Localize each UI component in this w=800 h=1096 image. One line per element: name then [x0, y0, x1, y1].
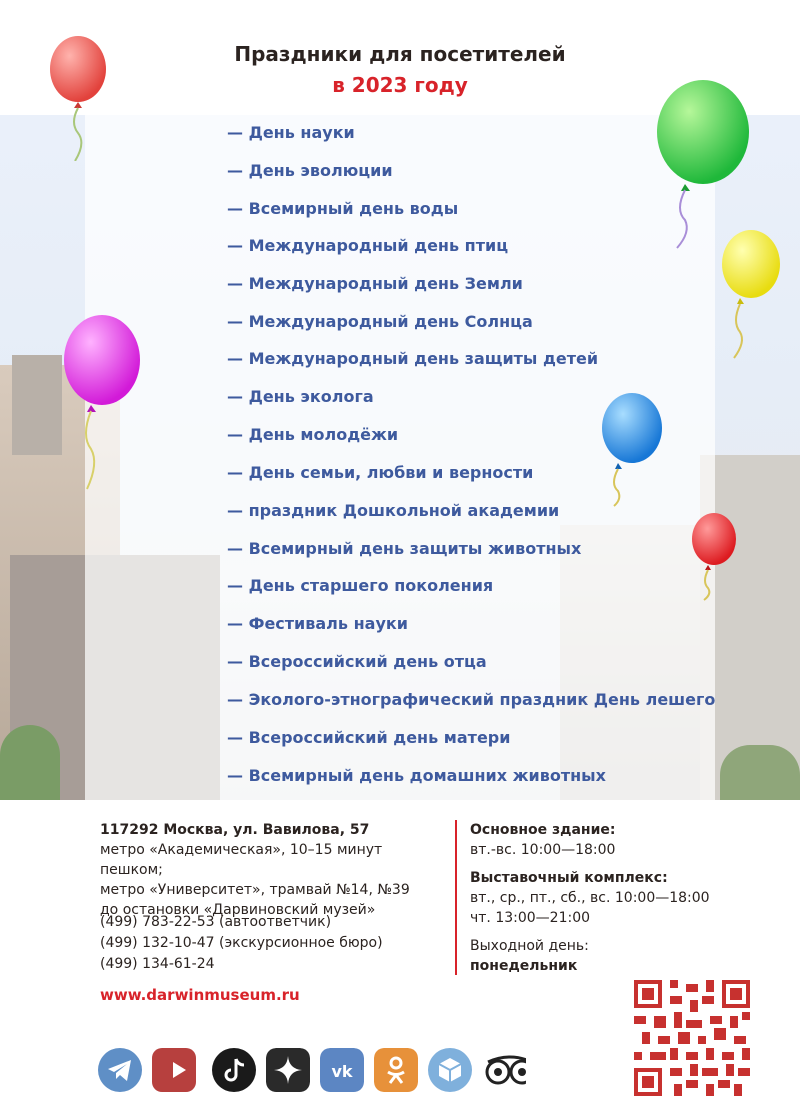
vk-icon[interactable]: [320, 1048, 364, 1092]
sferum-icon[interactable]: [428, 1048, 472, 1092]
holiday-event: — День молодёжи: [227, 425, 399, 444]
tripadvisor-icon[interactable]: [482, 1048, 526, 1092]
telegram-icon[interactable]: [98, 1048, 142, 1092]
qr-code-icon[interactable]: [634, 980, 750, 1096]
opening-hours: [470, 820, 710, 976]
pink-balloon-icon: [63, 315, 143, 495]
directions-line: метро «Академическая», 10–15 минут пешком;: [100, 842, 383, 878]
main-building-label: Основное здание:: [470, 822, 616, 838]
holiday-event: — Всемирный день защиты животных: [227, 539, 582, 558]
holiday-event: — праздник Дошкольной академии: [227, 501, 560, 520]
green-balloon-icon: [655, 80, 755, 250]
holiday-event: — Международный день защиты детей: [227, 349, 599, 368]
holiday-event: — Эколого-этнографический праздник День лешего: [227, 690, 716, 709]
building-tower: [12, 355, 62, 455]
page-subtitle: в 2023 году: [332, 73, 468, 97]
main-building-hours: вт.-вс. 10:00—18:00: [470, 842, 616, 858]
svg-text:vk: vk: [331, 1062, 353, 1081]
phone-list: [100, 912, 383, 975]
website-link[interactable]: www.darwinmuseum.ru: [100, 986, 300, 1004]
holiday-event: — Всемирный день домашних животных: [227, 766, 606, 785]
divider: [455, 820, 457, 975]
youtube-icon[interactable]: [152, 1048, 196, 1092]
page-title: Праздники для посетителей: [234, 42, 566, 66]
address-block: [100, 820, 445, 920]
holiday-event: — День эколога: [227, 387, 374, 406]
day-off-value: понедельник: [470, 958, 578, 974]
day-off-label: Выходной день:: [470, 938, 589, 954]
holiday-event: — Всероссийский день отца: [227, 652, 487, 671]
yellow-balloon-icon: [720, 230, 782, 360]
directions-line: метро «Университет», трамвай №14, №39: [100, 882, 410, 898]
holiday-event: — Международный день Солнца: [227, 312, 533, 331]
phone-number[interactable]: (499) 134-61-24: [100, 956, 215, 972]
address-line: 117292 Москва, ул. Вавилова, 57: [100, 822, 370, 838]
tiktok-icon[interactable]: [212, 1048, 256, 1092]
directions-line: до остановки «Дарвиновский музей»: [100, 902, 376, 918]
holiday-event: — Международный день птиц: [227, 236, 509, 255]
small-red-balloon-icon: [690, 513, 738, 603]
exhibition-hours: чт. 13:00—21:00: [470, 910, 591, 926]
holiday-event: — День старшего поколения: [227, 576, 494, 595]
holiday-event: — Фестиваль науки: [227, 614, 408, 633]
exhibition-label: Выставочный комплекс:: [470, 870, 668, 886]
phone-number[interactable]: (499) 783-22-53 (автоответчик): [100, 914, 332, 930]
holiday-event: — Всероссийский день матери: [227, 728, 511, 747]
trees-right: [720, 745, 800, 800]
holiday-event: — День эволюции: [227, 161, 393, 180]
holiday-event: — Всемирный день воды: [227, 199, 459, 218]
holiday-event: — День семьи, любви и верности: [227, 463, 534, 482]
phone-number[interactable]: (499) 132-10-47 (экскурсионное бюро): [100, 935, 383, 951]
trees-left: [0, 725, 60, 800]
exhibition-hours: вт., ср., пт., сб., вс. 10:00—18:00: [470, 890, 710, 906]
blue-balloon-icon: [600, 393, 664, 508]
holiday-event: — Международный день Земли: [227, 274, 523, 293]
odnoklassniki-icon[interactable]: [374, 1048, 418, 1092]
dzen-icon[interactable]: [266, 1048, 310, 1092]
holiday-event: — День науки: [227, 123, 355, 142]
